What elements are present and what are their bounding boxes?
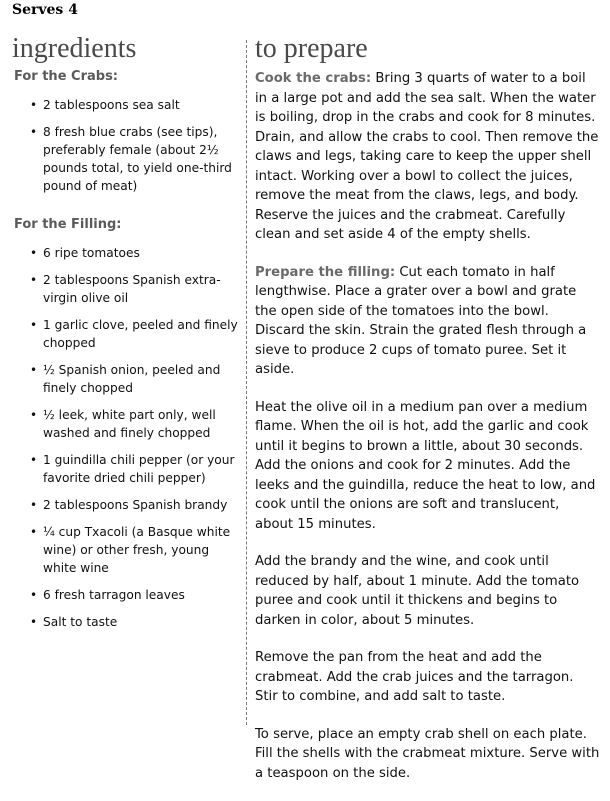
- ingredient-text: 1 guindilla chili pepper (or your favorite dried chili pepper): [43, 453, 235, 485]
- step-text: Heat the olive oil in a medium pan over a medium flame. When the oil is hot, add the garlic and cook until it begins to brown a little, about 30 seconds. Add the onions and cook for 2 minutes. Add the leeks and the guindilla, reduce the heat to low, and cook until the onions are soft and translucent, about 15 minutes.: [255, 399, 596, 532]
- bullet-icon: •: [30, 246, 38, 260]
- bullet-icon: •: [30, 125, 38, 139]
- bullet-icon: •: [30, 363, 38, 377]
- ingredient-text: 2 tablespoons Spanish extra-virgin olive oil: [43, 273, 221, 305]
- step-text: Remove the pan from the heat and add the crabmeat. Add the crab juices and the tarragon. Stir to combine, and add salt to taste.: [255, 650, 574, 704]
- step-paragraph: [255, 552, 600, 630]
- column-divider: [246, 40, 247, 725]
- crabs-section-label: For the Crabs:: [14, 69, 118, 84]
- bullet-icon: •: [30, 408, 38, 422]
- ingredients-heading: ingredients: [12, 33, 137, 64]
- bullet-icon: •: [30, 318, 38, 332]
- bullet-icon: •: [30, 273, 38, 287]
- step-paragraph: [255, 648, 600, 707]
- serves-label: Serves 4: [12, 2, 78, 18]
- ingredient-text: 1 garlic clove, peeled and finely chopped: [43, 318, 238, 350]
- list-item: [28, 586, 240, 604]
- list-item: [28, 451, 240, 487]
- ingredient-text: Salt to taste: [43, 615, 118, 629]
- ingredient-text: ¼ cup Txacoli (a Basque white wine) or other fresh, young white wine: [43, 525, 231, 575]
- list-item: [28, 316, 240, 352]
- step-paragraph: [255, 69, 600, 245]
- ingredient-text: ½ Spanish onion, peeled and finely chopped: [43, 363, 221, 395]
- step-text: Bring 3 quarts of water to a boil in a large pot and add the sea salt. When the water is boiling, drop in the crabs and cook for 8 minutes. Drain, and allow the crabs to cool. Then remove the claws and legs, taking care to keep the upper shell intact. Working over a bowl to collect the juices, remove the meat from the claws, legs, and body. Reserve the juices and the crabmeat. Carefully clean and set aside 4 of the empty shells.: [255, 71, 599, 242]
- ingredient-text: ½ leek, white part only, well washed and finely chopped: [43, 408, 216, 440]
- list-item: [28, 271, 240, 307]
- list-item: [28, 96, 240, 114]
- filling-ingredient-list: [12, 244, 240, 631]
- ingredient-text: 8 fresh blue crabs (see tips), preferably female (about 2½ pounds total, to yield one-third pound of meat): [43, 125, 232, 193]
- bullet-icon: •: [30, 98, 38, 112]
- step-text: Add the brandy and the wine, and cook until reduced by half, about 1 minute. Add the tomato puree and cook until it thickens and begins to darken in color, about 5 minutes.: [255, 554, 580, 628]
- step-paragraph: [255, 398, 600, 535]
- filling-section-label: For the Filling:: [14, 217, 122, 232]
- ingredient-text: 2 tablespoons Spanish brandy: [43, 498, 228, 512]
- list-item: [28, 244, 240, 262]
- prepare-column: [255, 34, 600, 801]
- bullet-icon: •: [30, 525, 38, 539]
- list-item: [28, 361, 240, 397]
- list-item: [28, 613, 240, 631]
- step-paragraph: [255, 263, 600, 380]
- list-item: [28, 123, 240, 195]
- list-item: [28, 496, 240, 514]
- step-lead: Prepare the filling:: [255, 264, 396, 280]
- prepare-heading: to prepare: [255, 33, 368, 64]
- list-item: [28, 406, 240, 442]
- bullet-icon: •: [30, 453, 38, 467]
- crabs-ingredient-list: [12, 96, 240, 195]
- ingredients-column: [12, 34, 240, 640]
- bullet-icon: •: [30, 588, 38, 602]
- step-text: To serve, place an empty crab shell on each plate. Fill the shells with the crabmeat mixture. Serve with a teaspoon on the side.: [255, 726, 600, 781]
- step-lead: Cook the crabs:: [255, 71, 372, 86]
- step-text: Cut each tomato in half lengthwise. Place a grater over a bowl and grate the open side of the tomatoes into the bowl. Discard the skin. Strain the grated flesh through a sieve to produce 2 cups of tomato puree. Set it aside.: [255, 264, 587, 377]
- ingredient-text: 2 tablespoons sea salt: [43, 98, 180, 112]
- list-item: [28, 523, 240, 577]
- bullet-icon: •: [30, 615, 38, 629]
- ingredient-text: 6 ripe tomatoes: [43, 246, 140, 260]
- step-paragraph: [255, 725, 600, 784]
- bullet-icon: •: [30, 498, 38, 512]
- ingredient-text: 6 fresh tarragon leaves: [43, 588, 185, 602]
